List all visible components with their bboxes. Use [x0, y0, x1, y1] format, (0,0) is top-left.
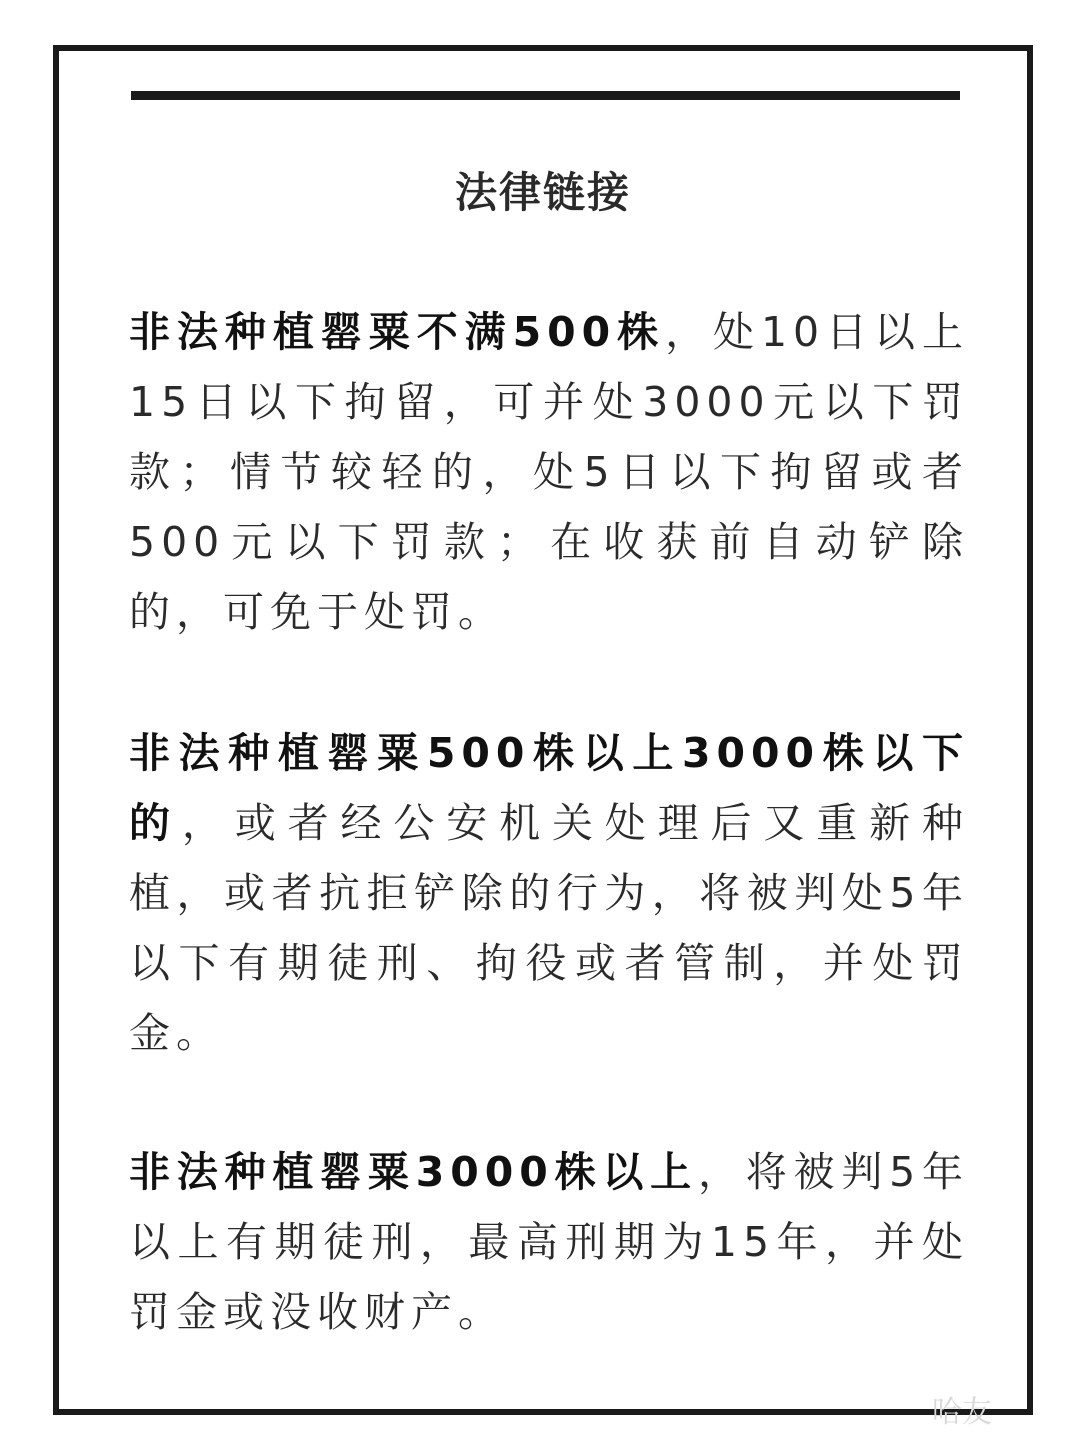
top-rule-divider	[131, 91, 960, 100]
law-paragraph-3	[129, 1137, 969, 1347]
paragraph-3-body: ，将被判5年以上有期徒刑，最高刑期为15年，并处罚金或没收财产。	[129, 1148, 969, 1336]
law-paragraph-1	[129, 297, 969, 647]
paragraph-2-body: ，或者经公安机关处理后又重新种植，或者抗拒铲除的行为，将被判处5年以下有期徒刑、拘役或者管制，并处罚金。	[129, 799, 970, 1057]
law-paragraph-2	[129, 718, 969, 1068]
page-title: 法律链接	[454, 168, 631, 217]
watermark: 哈友	[932, 1395, 992, 1430]
paragraph-1-bold-lead: 非法种植罂粟不满500株	[129, 308, 666, 356]
bordered-card	[53, 45, 1033, 1430]
paragraph-2-bold-lead: 非法种植罂粟500株以上3000株以下的	[129, 729, 969, 847]
paragraph-1-body: ，处10日以上15日以下拘留，可并处3000元以下罚款；情节较轻的，处5日以下拘留或者500元以下罚款；在收获前自动铲除的，可免于处罚。	[129, 308, 969, 636]
paragraph-3-bold-lead: 非法种植罂粟3000株以上	[129, 1148, 698, 1196]
